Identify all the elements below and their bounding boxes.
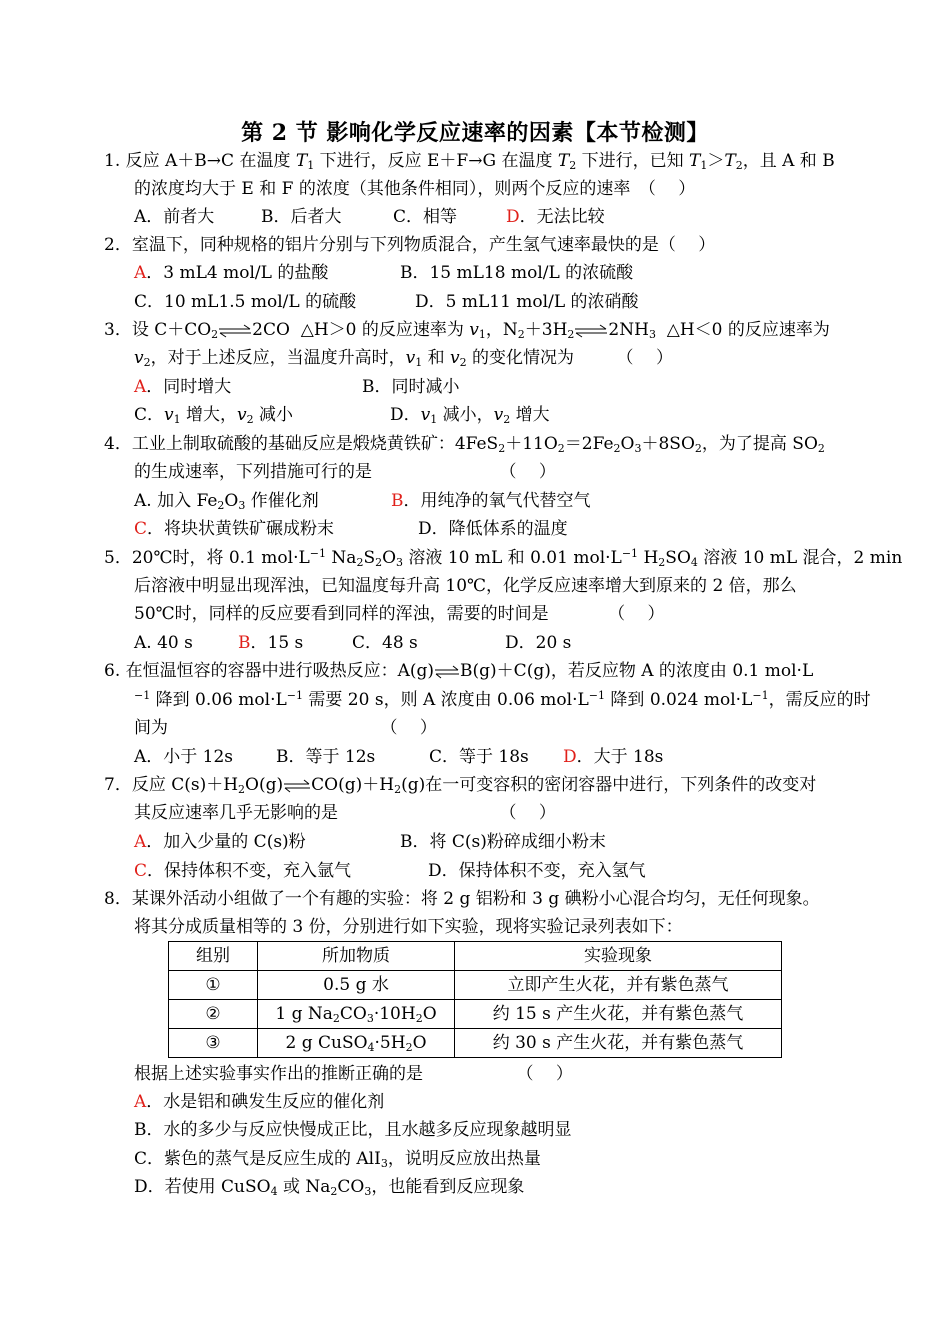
q5-option-d: D．20 s: [505, 633, 572, 653]
q4-line1: 4．工业上制取硫酸的基础反应是煅烧黄铁矿：$4FeS_2+11O_2=2Fe_2O_3+8SO_2$，为了提高 $SO_2$: [104, 434, 825, 455]
q1-option-c: C．相等: [393, 207, 458, 227]
table-cell: 约 15 s 产生火花，并有紫色蒸气: [455, 1000, 782, 1029]
q7-option-c: C．保持体积不变，充入氩气: [134, 861, 352, 881]
table-row: [169, 1029, 782, 1058]
q5-line2: 后溶液中明显出现浑浊，已知温度每升高 10℃，化学反应速率增大到原来的 2 倍，那么: [134, 576, 797, 596]
table-cell: ①: [169, 971, 258, 1000]
table-header: 组别: [169, 942, 258, 971]
q4-option-b: B．用纯净的氧气代替空气: [391, 491, 591, 511]
q3-option-c: C．$v_1$ 增大，$v_2$ 减小: [134, 405, 294, 426]
q6-line1: 6. 在恒温恒容的容器中进行吸热反应：A(g) B(g)＋C(g)，若反应物 A 的浓度由 0.1 mol·L: [104, 661, 814, 681]
equilibrium-arrow-icon: [574, 324, 608, 338]
q8-option-b: B．水的多少与反应快慢成正比，且水越多反应现象越明显: [134, 1120, 572, 1140]
q8-line2: 将其分成质量相等的 3 份，分别进行如下实验，现将实验记录列表如下：: [134, 917, 683, 937]
q5-option-b: B．15 s: [238, 633, 304, 653]
q2-line1: 2．室温下，同种规格的铝片分别与下列物质混合，产生氢气速率最快的是（ ）: [104, 235, 716, 255]
q2-option-a: A．3 mL4 mol/L 的盐酸: [134, 263, 329, 283]
q2-option-b: B．15 mL18 mol/L 的浓硫酸: [400, 263, 634, 283]
q3-option-a: A．同时增大: [134, 377, 232, 397]
page-title: 第 2 节 影响化学反应速率的因素【本节检测】: [241, 120, 709, 146]
q1-option-d: D．无法比较: [506, 207, 605, 227]
q7-line1: 7．反应 $C(s)+H_2O(g)$ $CO(g)+H_2(g)$在一可变容积的密闭容器中进行，下列条件的改变对: [104, 775, 817, 796]
q6-option-c: C．等于 18s: [429, 747, 529, 767]
q7-option-d: D．保持体积不变，充入氢气: [428, 861, 646, 881]
table-row: [169, 971, 782, 1000]
table-cell: 立即产生火花，并有紫色蒸气: [455, 971, 782, 1000]
q6-line3: 间为 （ ）: [134, 718, 437, 738]
q3-line2: $v_2$，对于上述反应，当温度升高时，$v_1$ 和 $v_2$ 的变化情况为 （ ）: [134, 348, 673, 369]
q4-option-a: A. 加入 $Fe_2O_3$ 作催化剂: [134, 491, 319, 512]
q1-line1: 1. 反应 A＋B→C 在温度 $T_1$ 下进行，反应 E＋F→G 在温度 $T_2$ 下进行，已知 $T_1>T_2$，且 A 和 B: [104, 151, 835, 172]
q3-option-d: D．$v_1$ 减小，$v_2$ 增大: [390, 405, 550, 426]
experiment-table: [168, 941, 782, 1058]
q5-line3: 50℃时，同样的反应要看到同样的浑浊，需要的时间是 （ ）: [134, 604, 665, 624]
q8-option-d: D．若使用 CuSO$_4$ 或 $Na_2CO_3$，也能看到反应现象: [134, 1177, 525, 1198]
q7-line2: 其反应速率几乎无影响的是 （ ）: [134, 803, 556, 823]
q6-line2: $^{-1}$ 降到 0.06 $mol\cdot L^{-1}$ 需要 20 s，则 A 浓度由 0.06 $mol\cdot L^{-1}$ 降到 0.024 $mol\cdot L^{-1}$，需反应的时: [134, 689, 871, 710]
q6-option-b: B．等于 12s: [276, 747, 376, 767]
q4-option-c: C．将块状黄铁矿碾成粉末: [134, 519, 335, 539]
q3-line1: 3．设 $C+CO_2$ 2CO △H＞0 的反应速率为 $v_1$，$N_2+3H_2$ $2NH_3$ △H＜0 的反应速率为: [104, 320, 830, 341]
table-header: 所加物质: [258, 942, 455, 971]
q6-option-a: A．小于 12s: [134, 747, 234, 767]
q3-option-b: B．同时减小: [362, 377, 460, 397]
q7-option-a: A．加入少量的 C(s)粉: [134, 832, 306, 852]
q8-line1: 8．某课外活动小组做了一个有趣的实验：将 2 g 铝粉和 3 g 碘粉小心混合均匀，无任何现象。: [104, 889, 820, 909]
q1-option-a: A．前者大: [134, 207, 215, 227]
q8-option-a: A．水是铝和碘发生反应的催化剂: [134, 1092, 385, 1112]
q2-option-c: C．10 mL1.5 mol/L 的硫酸: [134, 292, 357, 312]
q1-line2: 的浓度均大于 E 和 F 的浓度（其他条件相同），则两个反应的速率 （ ）: [134, 179, 696, 199]
equilibrium-arrow-icon: [218, 324, 252, 338]
table-cell: ②: [169, 1000, 258, 1029]
table-cell: 约 30 s 产生火花，并有紫色蒸气: [455, 1029, 782, 1058]
table-cell: 2 g $CuSO_4\cdot 5H_2O$: [258, 1029, 455, 1058]
table-cell: 1 g $Na_2CO_3\cdot 10H_2O$: [258, 1000, 455, 1029]
q5-option-a: A. 40 s: [134, 633, 193, 653]
q6-option-d: D．大于 18s: [563, 747, 664, 767]
q7-option-b: B．将 C(s)粉碎成细小粉末: [400, 832, 606, 852]
q1-option-b: B．后者大: [261, 207, 342, 227]
q4-line2: 的生成速率，下列措施可行的是 （ ）: [134, 462, 556, 482]
table-cell: 0.5 g 水: [258, 971, 455, 1000]
q2-option-d: D．5 mL11 mol/L 的浓硝酸: [415, 292, 639, 312]
table-row: [169, 1000, 782, 1029]
q4-option-d: D．降低体系的温度: [418, 519, 568, 539]
table-header-row: [169, 942, 782, 971]
q5-line1: 5．20℃时，将 0.1 $mol\cdot L^{-1}$ $Na_2S_2O_3$ 溶液 10 mL 和 0.01 $mol\cdot L^{-1}$ $H_2SO_4$ 溶液 10 mL 混合，2 min: [104, 547, 903, 569]
table-header: 实验现象: [455, 942, 782, 971]
q8-option-c: C．紫色的蒸气是反应生成的 AlI$_3$，说明反应放出热量: [134, 1149, 541, 1170]
q5-option-c: C．48 s: [352, 633, 418, 653]
q8-line3: 根据上述实验事实作出的推断正确的是 （ ）: [134, 1064, 573, 1084]
equilibrium-arrow-icon: [283, 779, 311, 793]
table-cell: ③: [169, 1029, 258, 1058]
equilibrium-arrow-icon: [434, 665, 460, 679]
